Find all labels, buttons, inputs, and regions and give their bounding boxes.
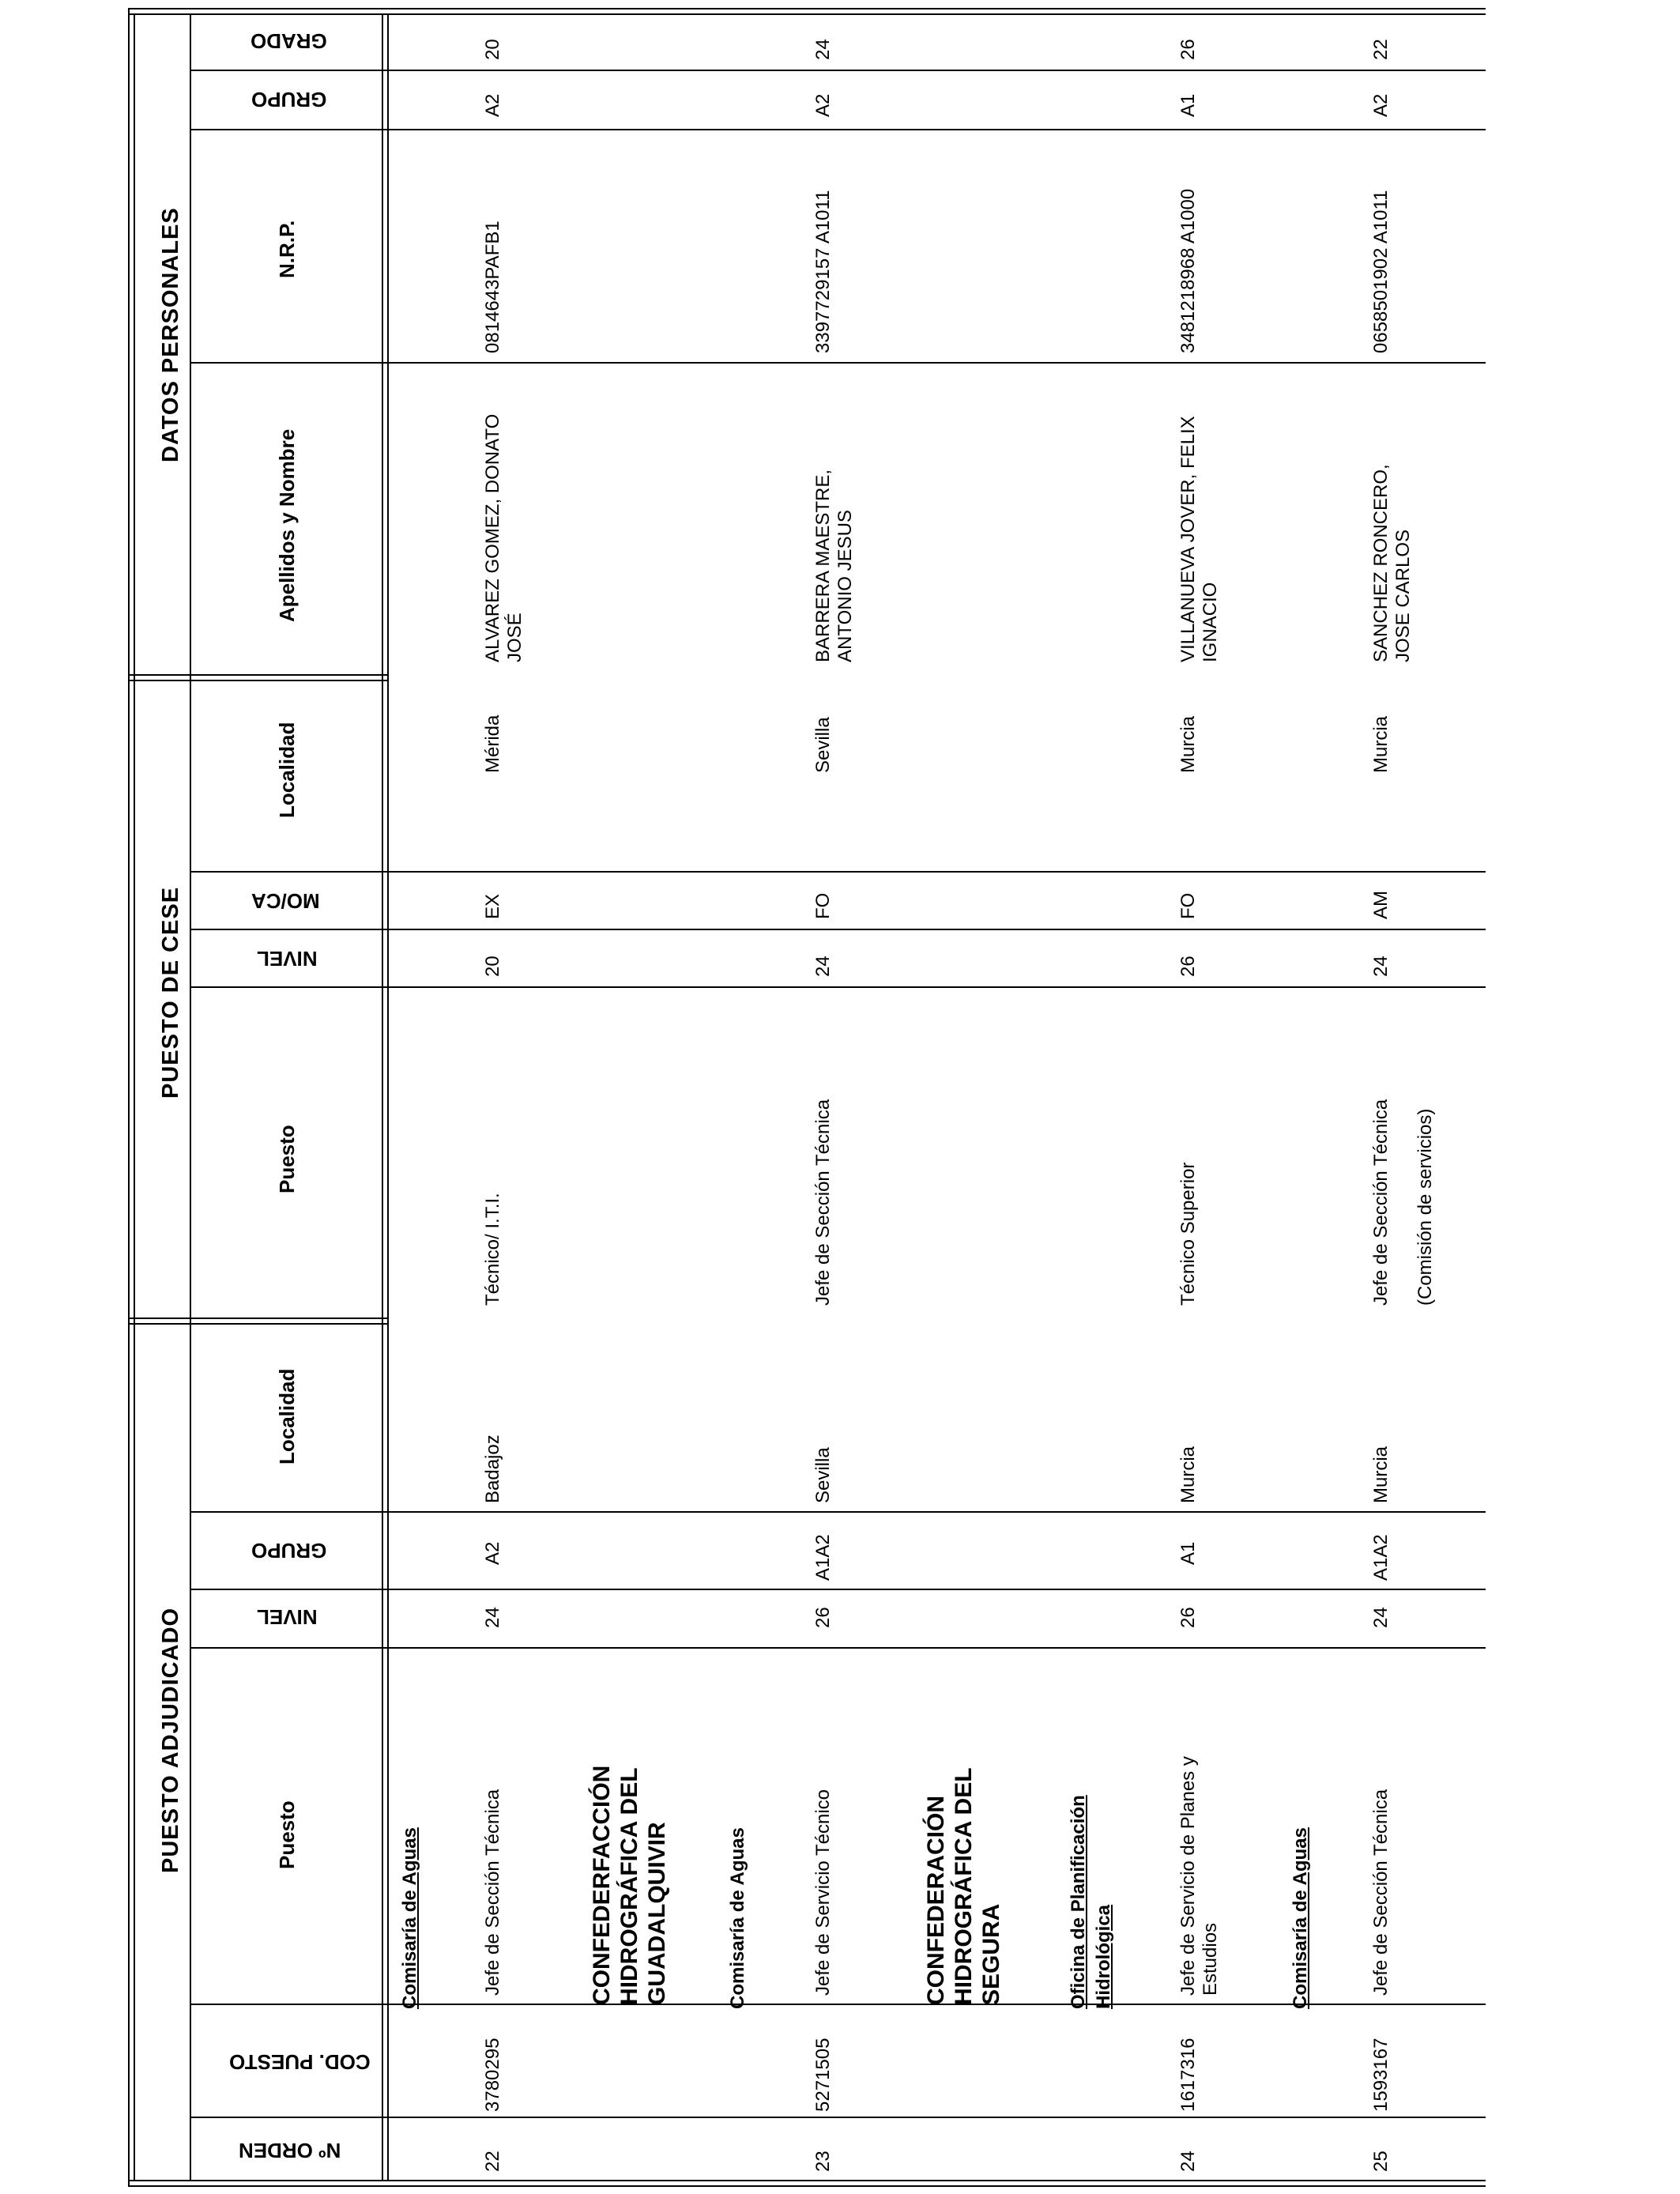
row-25-cod: 1593167 <box>1370 2038 1392 2112</box>
header-adj-nivel: NIVEL <box>257 1604 318 1629</box>
row-24-orden: 24 <box>1177 2151 1199 2172</box>
section-segura-line2: HIDROGRÁFICA DEL <box>951 1767 977 2005</box>
header-orden: Nº ORDEN <box>239 2138 341 2162</box>
row-22-grado: 20 <box>482 39 503 60</box>
section-guadalquivir-line1: CONFEDERFACCIÓN <box>589 1765 615 2005</box>
row-22-cod: 3780295 <box>482 2038 503 2112</box>
row-24-nombre-line1: VILLANUEVA JOVER, FELIX <box>1177 416 1199 662</box>
section-planificacion-line2: Hidrológica <box>1093 1904 1114 2009</box>
section-guadalquivir-line3: GUADALQUIVIR <box>644 1822 670 2005</box>
group-cese: PUESTO DE CESE <box>158 886 183 1099</box>
row-25-nombre-line2: JOSE CARLOS <box>1392 529 1414 662</box>
row-22-adj-nivel: 24 <box>482 1607 503 1628</box>
row-25-grado: 22 <box>1370 39 1392 60</box>
header-cese-localidad: Localidad <box>275 722 299 818</box>
row-25-adj-localidad: Murcia <box>1370 1446 1392 1503</box>
row-22-adj-grupo: A2 <box>482 1541 503 1565</box>
row-24-adj-grupo: A1 <box>1177 1541 1199 1565</box>
row-23-orden: 23 <box>812 2151 834 2172</box>
row-24-cese-localidad: Murcia <box>1177 715 1199 773</box>
header-cod-puesto: COD. PUESTO <box>229 2049 371 2074</box>
row-24-adj-puesto-line2: Estudios <box>1200 1922 1221 1996</box>
row-23-nombre-line1: BARRERA MAESTRE, <box>812 469 834 662</box>
row-23-cese-moca: FO <box>812 892 834 919</box>
row-22-grupo: A2 <box>482 93 503 117</box>
row-23-cese-nivel: 24 <box>812 956 834 977</box>
section-planificacion-line1: Oficina de Planificación <box>1068 1795 1089 2009</box>
row-22-nrp: 0814643PAFB1 <box>482 221 503 353</box>
group-personales: DATOS PERSONALES <box>158 207 183 462</box>
header-adj-puesto: Puesto <box>275 1800 299 1869</box>
row-25-cese-localidad: Murcia <box>1370 715 1392 773</box>
row-24-nombre-line2: IGNACIO <box>1200 582 1221 662</box>
row-22-cese-puesto: Técnico/ I.T.I. <box>482 1193 503 1306</box>
section-comisaria-2: Comisaría de Aguas <box>727 1827 748 2009</box>
header-apellidos: Apellidos y Nombre <box>275 428 299 622</box>
header-adj-localidad: Localidad <box>275 1368 299 1465</box>
row-25-grupo: A2 <box>1370 93 1392 117</box>
row-24-adj-puesto-line1: Jefe de Servicio de Planes y <box>1177 1756 1199 1996</box>
row-23-grado: 24 <box>812 39 834 60</box>
section-guadalquivir-line2: HIDROGRÁFICA DEL <box>616 1767 642 2005</box>
row-25-nombre-line1: SANCHEZ RONCERO, <box>1370 464 1392 662</box>
row-23-cese-puesto: Jefe de Sección Técnica <box>812 1099 834 1306</box>
row-24-cod: 1617316 <box>1177 2038 1199 2112</box>
row-24-grado: 26 <box>1177 39 1199 60</box>
header-cese-puesto: Puesto <box>275 1125 299 1193</box>
row-25-adj-grupo: A1A2 <box>1370 1534 1392 1581</box>
row-22-cese-nivel: 20 <box>482 956 503 977</box>
section-comisaria-1: Comisaría de Aguas <box>399 1827 420 2009</box>
row-22-cese-localidad: Mérida <box>482 714 503 773</box>
row-24-adj-localidad: Murcia <box>1177 1446 1199 1503</box>
row-23-adj-grupo: A1A2 <box>812 1534 834 1581</box>
row-25-nrp: 0658501902 A1011 <box>1370 190 1392 353</box>
row-25-cese-nivel: 24 <box>1370 956 1392 977</box>
row-22-orden: 22 <box>482 2151 503 2172</box>
header-grupo: GRUPO <box>251 87 327 111</box>
section-segura-line1: CONFEDERACIÓN <box>923 1795 949 2005</box>
row-23-grupo: A2 <box>812 93 834 117</box>
header-grado: GRADO <box>250 28 327 53</box>
row-25-orden: 25 <box>1370 2151 1392 2172</box>
row-25-cese-moca: AM <box>1370 891 1392 919</box>
group-adjudicado: PUESTO ADJUDICADO <box>158 1607 183 1873</box>
row-25-cese-puesto-line1: Jefe de Sección Técnica <box>1370 1099 1392 1306</box>
section-comisaria-3: Comisaría de Aguas <box>1290 1827 1311 2009</box>
row-22-nombre-line1: ALVAREZ GOMEZ, DONATO <box>482 413 503 662</box>
section-segura-line3: SEGURA <box>978 1903 1004 2005</box>
header-nrp: N.R.P. <box>275 220 299 278</box>
row-25-adj-nivel: 24 <box>1370 1607 1392 1628</box>
row-23-adj-localidad: Sevilla <box>812 1447 834 1503</box>
row-24-nrp: 3481218968 A1000 <box>1177 188 1199 353</box>
row-22-nombre-line2: JOSÉ <box>504 613 525 662</box>
row-25-cese-puesto-line2: (Comisión de servicios) <box>1414 1108 1436 1306</box>
row-23-cese-localidad: Sevilla <box>812 717 834 773</box>
header-adj-grupo: GRUPO <box>251 1538 327 1563</box>
row-24-cese-nivel: 26 <box>1177 956 1199 977</box>
row-24-cese-puesto: Técnico Superior <box>1177 1162 1199 1306</box>
row-22-adj-puesto: Jefe de Sección Técnica <box>482 1789 503 1996</box>
header-cese-moca: MO/CA <box>251 888 320 913</box>
row-24-cese-moca: FO <box>1177 892 1199 919</box>
row-23-cod: 5271505 <box>812 2038 834 2112</box>
row-23-nrp: 3397729157 A1011 <box>812 190 834 353</box>
row-23-nombre-line2: ANTONIO JESUS <box>834 510 856 662</box>
row-24-adj-nivel: 26 <box>1177 1607 1199 1628</box>
row-25-adj-puesto: Jefe de Sección Técnica <box>1370 1789 1392 1996</box>
row-24-grupo: A1 <box>1177 93 1199 117</box>
row-22-adj-localidad: Badajoz <box>482 1434 503 1503</box>
row-22-cese-moca: EX <box>482 893 503 919</box>
header-cese-nivel: NIVEL <box>257 946 318 971</box>
row-23-adj-puesto: Jefe de Servicio Técnico <box>812 1789 834 1996</box>
row-23-adj-nivel: 26 <box>812 1607 834 1628</box>
